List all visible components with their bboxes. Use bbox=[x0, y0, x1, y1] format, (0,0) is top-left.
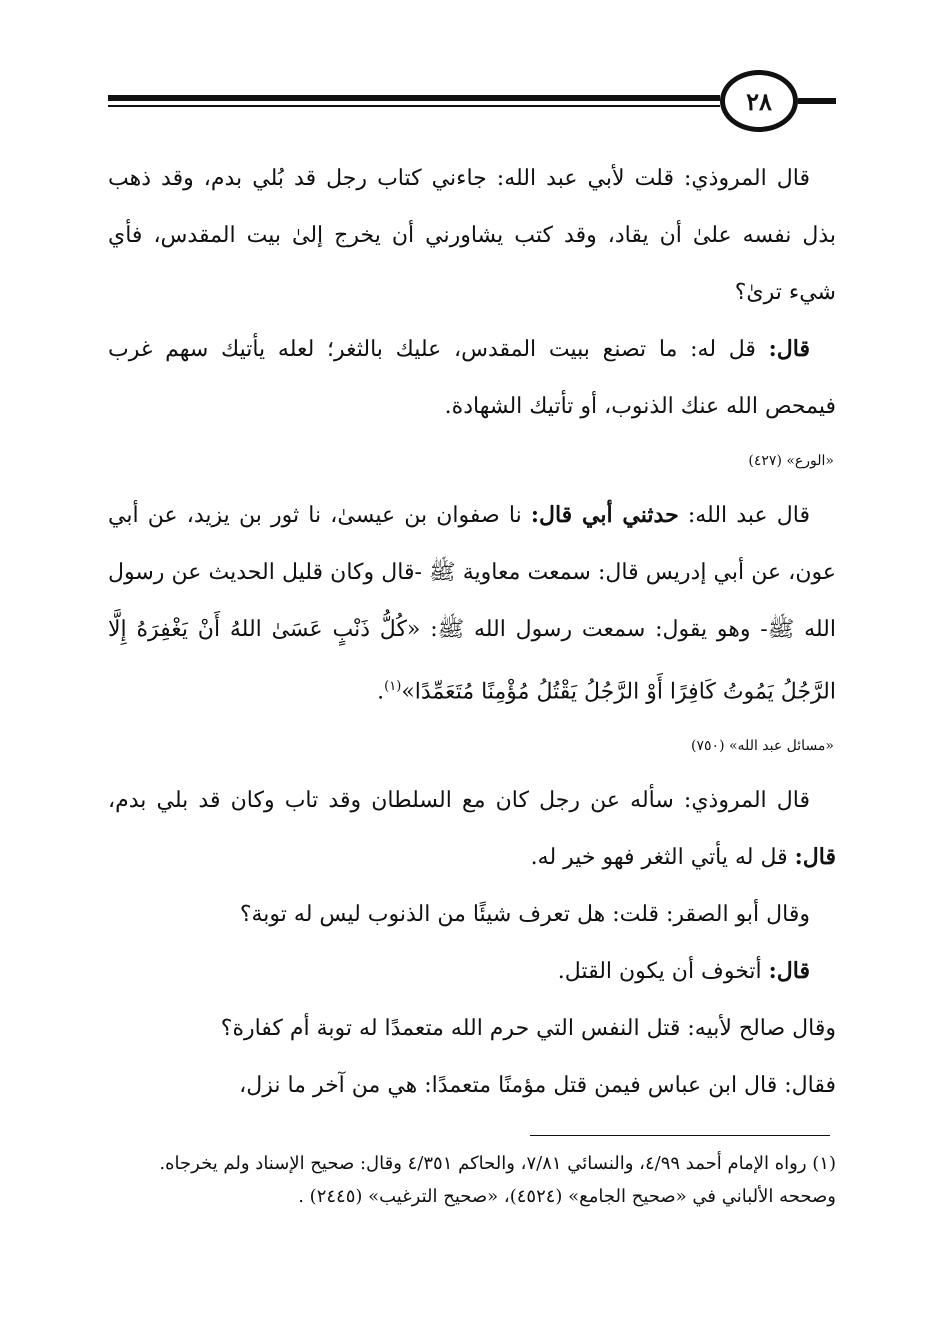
hadith-text: نا صفوان بن عيسىٰ، نا ثور بن يزيد، عن أبي عون، عن أبي إدريس قال: سمعت معاوية ﷺ -قال وكان قليل الحديث عن رسول الله ﷺ- وهو يقول: سمعت رسول الله ﷺ: «كُلُّ ذَنْبٍ عَسَىٰ اللهُ أَنْ يَغْفِرَهُ إِلَّا الرَّجُلُ يَمُوتُ كَافِرًا أَوْ الرَّجُلُ يَقْتُلُ مُؤْمِنًا مُتَعَمِّدًا» bbox=[108, 503, 836, 705]
page-number: ٢٨ bbox=[720, 70, 798, 132]
paragraph-hadith bbox=[108, 487, 836, 720]
answer-text: قل له: ما تصنع ببيت المقدس، عليك بالثغر؛ لعله يأتيك سهم غرب فيمحص الله عنك الذنوب، أو تأتيك الشهادة. bbox=[108, 337, 836, 419]
hadith-end: . bbox=[377, 679, 385, 705]
paragraph-answer-thaghr bbox=[108, 321, 836, 435]
footnote-separator bbox=[530, 1135, 830, 1136]
sultan-text: قال المروذي: سأله عن رجل كان مع السلطان وقد تاب وكان قد بلي بدم، bbox=[108, 788, 810, 814]
source-citation-masail: «مسائل عبد الله» (٧٥٠) bbox=[691, 738, 834, 755]
qatl-answer-label: قال: bbox=[768, 958, 810, 985]
paragraph-marrudhi-question: قال المروذي: قلت لأبي عبد الله: جاءني كتاب رجل قد بُلي بدم، وقد ذهب بذل نفسه علىٰ أن يقاد، وقد كتب يشاورني أن يخرج إلىٰ بيت المقدس، فأي شيء ترىٰ؟ bbox=[108, 166, 836, 305]
narrator-bold: حدثني أبي قال: bbox=[530, 502, 679, 528]
sultan-answer-text: قل له يأتي الثغر فهو خير له. bbox=[530, 845, 795, 871]
footnote-ref: (١) bbox=[384, 679, 402, 694]
paragraph-salih: وقال صالح لأبيه: قتل النفس التي حرم الله متعمدًا له توبة أم كفارة؟ bbox=[220, 1016, 836, 1042]
header-rule-right bbox=[798, 98, 836, 104]
footnotes bbox=[108, 1147, 836, 1213]
answer-label: قال: bbox=[768, 336, 810, 362]
paragraph-sultan bbox=[108, 772, 836, 886]
paragraph-ibn-abbas: فقال: قال ابن عباس فيمن قتل مؤمنًا متعمدًا: هي من آخر ما نزل، bbox=[239, 1073, 836, 1099]
qatl-answer-text: أتخوف أن يكون القتل. bbox=[557, 959, 769, 985]
header-rule-thick bbox=[108, 95, 720, 101]
page-header bbox=[108, 70, 836, 140]
narrator-intro: قال عبد الله: bbox=[678, 503, 810, 528]
paragraph-answer-qatl bbox=[108, 943, 836, 1000]
page-body bbox=[108, 150, 836, 1114]
footnote-1-continued: وصححه الألباني في «صحيح الجامع» (٤٥٢٤)، «صحيح الترغيب» (٢٤٤٥) . bbox=[298, 1186, 836, 1207]
paragraph-abu-saqr: وقال أبو الصقر: قلت: هل تعرف شيئًا من الذنوب ليس له توبة؟ bbox=[239, 902, 810, 928]
footnote-1: (١) رواه الإمام أحمد ٤/٩٩، والنسائي ٧/٨١، والحاكم ٤/٣٥١ وقال: صحيح الإسناد ولم يخرجاه. bbox=[159, 1153, 836, 1174]
sultan-answer-label: قال: bbox=[794, 844, 836, 871]
source-citation-wara: «الورع» (٤٢٧) bbox=[748, 453, 834, 469]
header-rule-thin bbox=[108, 105, 720, 107]
